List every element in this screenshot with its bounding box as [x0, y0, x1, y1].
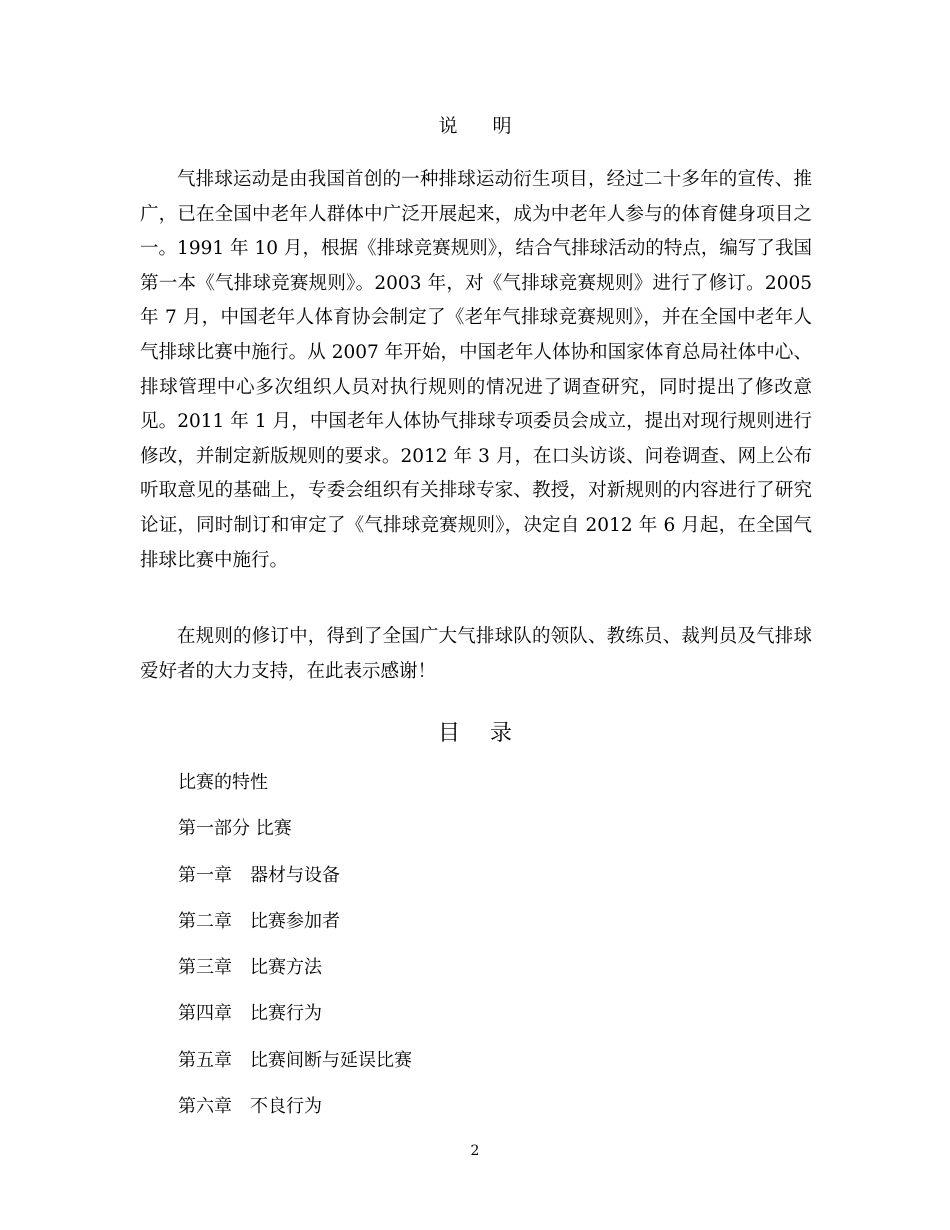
toc-item: 第一章 器材与设备 [178, 864, 340, 886]
toc-heading: 目录 [437, 721, 542, 746]
toc-item: 第三章 比赛方法 [178, 957, 322, 979]
table-of-contents [178, 760, 412, 1130]
toc-item: 第四章 比赛行为 [178, 1003, 322, 1025]
toc-item: 比赛的特性 [178, 772, 268, 793]
toc-item: 第五章 比赛间断与延误比赛 [178, 1049, 412, 1071]
toc-item: 第六章 不良行为 [178, 1096, 322, 1118]
intro-paragraph-2: 在规则的修订中，得到了全国广大气排球队的领队、教练员、裁判员及气排球爱好者的大力支持，在此表示感谢！ [140, 626, 812, 682]
toc-item: 第一部分 比赛 [178, 818, 292, 840]
intro-heading: 说明 [438, 115, 547, 137]
page-number: 2 [470, 1143, 480, 1159]
toc-item: 第二章 比赛参加者 [178, 910, 340, 932]
intro-paragraph-1: 气排球运动是由我国首创的一种排球运动衍生项目，经过二十多年的宣传、推广，已在全国中老年人群体中广泛开展起来，成为中老年人参与的体育健身项目之一。1991 年 10 月，根据《排球竞赛规则》，结合气排球活动的特点，编写了我国第一本《气排球竞赛规则》。2003 年，对《气排球竞赛规则》进行了修订。2005 年 7 月，中国老年人体育协会制定了《老年气排球竞赛规则》，并在全国中老年人气排球比赛中施行。从 2007 年开始，中国老年人体协和国家体育总局社体中心、排球管理中心多次组织人员对执行规则的情况进了调查研究，同时提出了修改意见。2011 年 1 月，中国老年人体协气排球专项委员会成立，提出对现行规则进行修改，并制定新版规则的要求。2012 年 3 月，在口头访谈、问卷调查、网上公布听取意见的基础上，专委会组织有关排球专家、教授，对新规则的内容进行了研究论证，同时制订和审定了《气排球竞赛规则》，决定自 2012 年 6 月起，在全国气排球比赛中施行。 [140, 169, 812, 571]
